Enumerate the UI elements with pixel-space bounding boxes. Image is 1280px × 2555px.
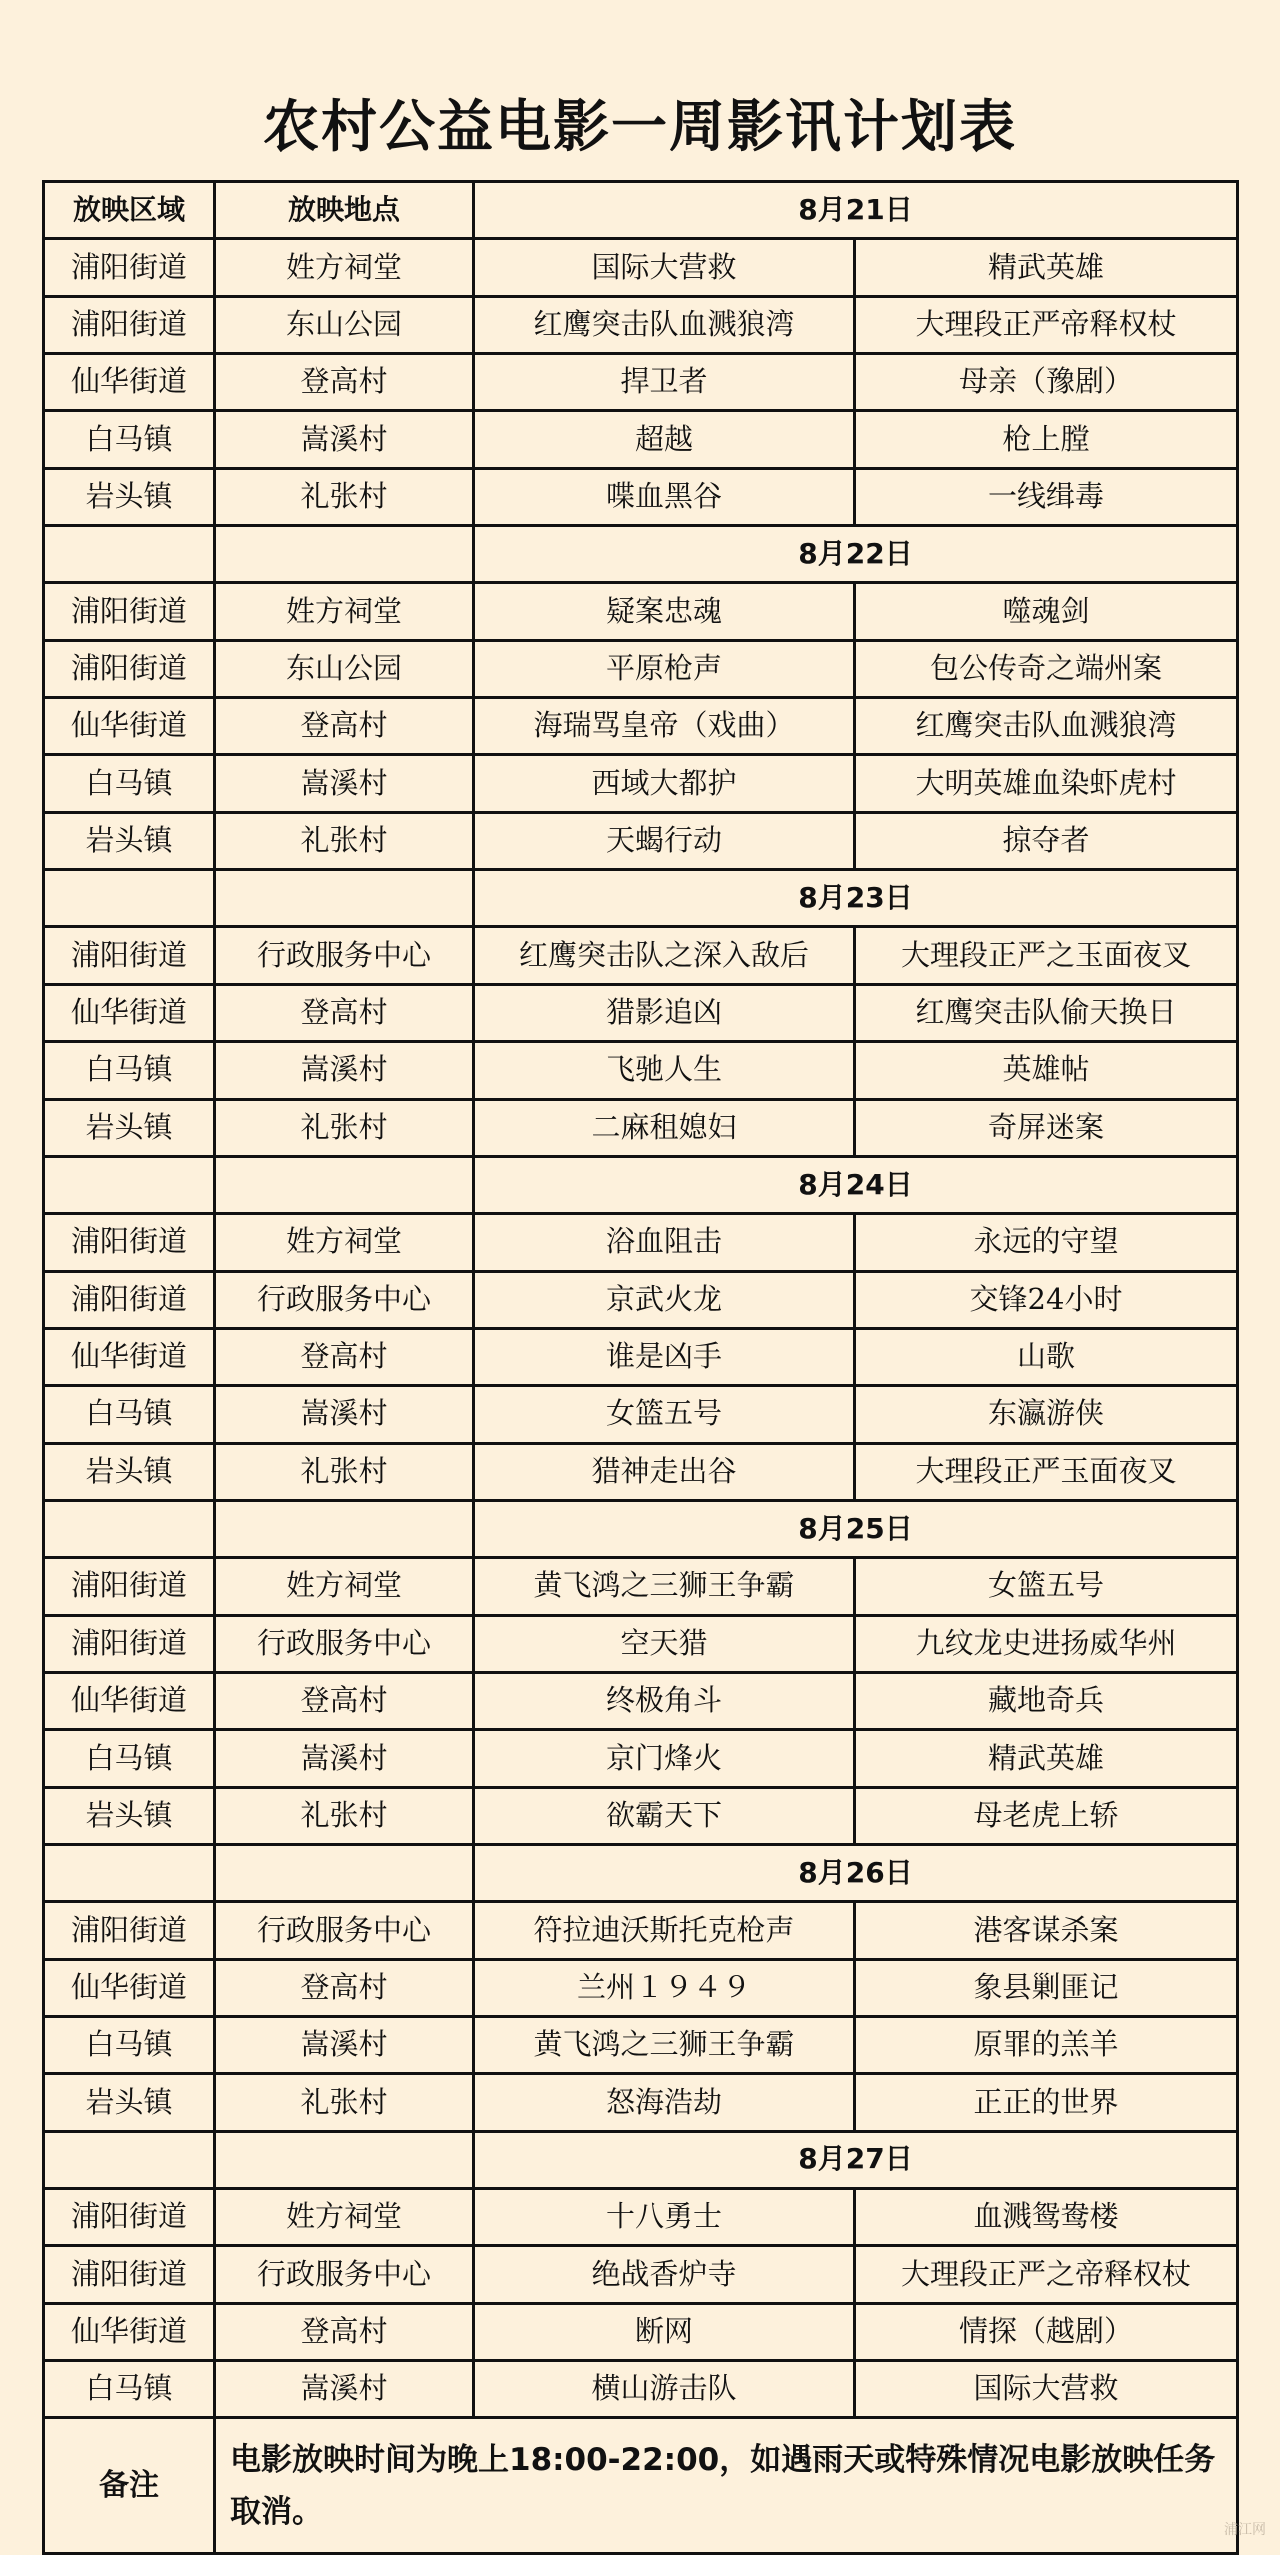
table-row [44,2189,1238,2246]
table-row [44,468,1238,525]
film-cell: 精武英雄 [855,1730,1238,1787]
region-cell: 白马镇 [44,1042,215,1099]
header-region-empty [44,2131,215,2188]
region-cell: 浦阳街道 [44,2246,215,2303]
film-cell: 永远的守望 [855,1214,1238,1271]
film-cell: 奇屏迷案 [855,1099,1238,1156]
table-row [44,239,1238,296]
film-cell: 掠夺者 [855,812,1238,869]
region-cell: 浦阳街道 [44,583,215,640]
table-row [44,1787,1238,1844]
region-cell: 浦阳街道 [44,640,215,697]
region-cell: 浦阳街道 [44,2189,215,2246]
header-venue-empty [215,2131,474,2188]
film-cell: 兰州１９４９ [474,1959,855,2016]
venue-cell: 登高村 [215,1328,474,1385]
region-cell: 仙华街道 [44,1328,215,1385]
venue-cell: 礼张村 [215,1787,474,1844]
note-text: 电影放映时间为晚上18:00-22:00，如遇雨天或特殊情况电影放映任务取消。 [215,2418,1238,2554]
table-row [44,1214,1238,1271]
date-header-row [44,1156,1238,1213]
region-cell: 白马镇 [44,2017,215,2074]
venue-cell: 嵩溪村 [215,2361,474,2418]
film-cell: 浴血阻击 [474,1214,855,1271]
film-cell: 母亲（豫剧） [855,354,1238,411]
region-cell: 岩头镇 [44,2074,215,2131]
venue-cell: 礼张村 [215,812,474,869]
film-cell: 红鹰突击队偷天换日 [855,984,1238,1041]
region-cell: 仙华街道 [44,1672,215,1729]
header-venue: 放映地点 [215,182,474,239]
date-header-row [44,526,1238,583]
region-cell: 浦阳街道 [44,1558,215,1615]
film-cell: 国际大营救 [474,239,855,296]
film-cell: 血溅鸳鸯楼 [855,2189,1238,2246]
region-cell: 白马镇 [44,1730,215,1787]
venue-cell: 登高村 [215,354,474,411]
table-row [44,640,1238,697]
table-row [44,354,1238,411]
header-region-empty [44,1844,215,1901]
region-cell: 浦阳街道 [44,1271,215,1328]
date-label: 8月22日 [474,526,1238,583]
film-cell: 飞驰人生 [474,1042,855,1099]
film-cell: 二麻租媳妇 [474,1099,855,1156]
venue-cell: 登高村 [215,1959,474,2016]
date-label: 8月27日 [474,2131,1238,2188]
venue-cell: 姓方祠堂 [215,2189,474,2246]
film-cell: 十八勇士 [474,2189,855,2246]
film-cell: 猎神走出谷 [474,1443,855,1500]
region-cell: 仙华街道 [44,698,215,755]
table-row [44,1099,1238,1156]
venue-cell: 嵩溪村 [215,755,474,812]
date-label: 8月24日 [474,1156,1238,1213]
venue-cell: 礼张村 [215,2074,474,2131]
film-cell: 黄飞鸿之三狮王争霸 [474,1558,855,1615]
region-cell: 白马镇 [44,2361,215,2418]
venue-cell: 登高村 [215,1672,474,1729]
date-header-row [44,1844,1238,1901]
date-label: 8月21日 [474,182,1238,239]
table-row [44,698,1238,755]
header-region-empty [44,870,215,927]
table-row [44,927,1238,984]
venue-cell: 登高村 [215,2303,474,2360]
film-cell: 喋血黑谷 [474,468,855,525]
region-cell: 浦阳街道 [44,296,215,353]
date-header-row [44,870,1238,927]
header-venue-empty [215,870,474,927]
region-cell: 浦阳街道 [44,1214,215,1271]
region-cell: 浦阳街道 [44,1615,215,1672]
venue-cell: 礼张村 [215,1443,474,1500]
venue-cell: 姓方祠堂 [215,1558,474,1615]
venue-cell: 东山公园 [215,296,474,353]
film-cell: 断网 [474,2303,855,2360]
schedule-table [42,180,1239,2555]
region-cell: 岩头镇 [44,1099,215,1156]
region-cell: 仙华街道 [44,1959,215,2016]
film-cell: 大理段正严帝释权杖 [855,296,1238,353]
table-row [44,1902,1238,1959]
region-cell: 仙华街道 [44,2303,215,2360]
table-row [44,1271,1238,1328]
table-row [44,2303,1238,2360]
film-cell: 大理段正严之玉面夜叉 [855,927,1238,984]
region-cell: 白马镇 [44,1386,215,1443]
film-cell: 大明英雄血染虾虎村 [855,755,1238,812]
table-row [44,296,1238,353]
film-cell: 九纹龙史进扬威华州 [855,1615,1238,1672]
region-cell: 岩头镇 [44,812,215,869]
venue-cell: 行政服务中心 [215,1902,474,1959]
table-row [44,1558,1238,1615]
header-venue-empty [215,1844,474,1901]
date-label: 8月26日 [474,1844,1238,1901]
film-cell: 京门烽火 [474,1730,855,1787]
header-region-empty [44,526,215,583]
film-cell: 大理段正严之帝释权杖 [855,2246,1238,2303]
header-region-empty [44,1500,215,1557]
table-row [44,1042,1238,1099]
film-cell: 包公传奇之端州案 [855,640,1238,697]
film-cell: 天蝎行动 [474,812,855,869]
film-cell: 东瀛游侠 [855,1386,1238,1443]
film-cell: 京武火龙 [474,1271,855,1328]
venue-cell: 行政服务中心 [215,2246,474,2303]
watermark: 浦江网 [1224,2522,1266,2538]
film-cell: 情探（越剧） [855,2303,1238,2360]
film-cell: 英雄帖 [855,1042,1238,1099]
film-cell: 正正的世界 [855,2074,1238,2131]
film-cell: 精武英雄 [855,239,1238,296]
table-row [44,2017,1238,2074]
table-row [44,1615,1238,1672]
film-cell: 交锋24小时 [855,1271,1238,1328]
region-cell: 岩头镇 [44,1787,215,1844]
film-cell: 原罪的羔羊 [855,2017,1238,2074]
note-row [44,2418,1238,2554]
film-cell: 女篮五号 [474,1386,855,1443]
venue-cell: 姓方祠堂 [215,583,474,640]
header-region-empty [44,1156,215,1213]
film-cell: 怒海浩劫 [474,2074,855,2131]
film-cell: 母老虎上轿 [855,1787,1238,1844]
venue-cell: 姓方祠堂 [215,239,474,296]
region-cell: 浦阳街道 [44,927,215,984]
film-cell: 红鹰突击队之深入敌后 [474,927,855,984]
film-cell: 终极角斗 [474,1672,855,1729]
film-cell: 符拉迪沃斯托克枪声 [474,1902,855,1959]
header-venue-empty [215,526,474,583]
table-row [44,2074,1238,2131]
schedule-body [44,182,1238,2554]
film-cell: 平原枪声 [474,640,855,697]
region-cell: 仙华街道 [44,984,215,1041]
region-cell: 白马镇 [44,411,215,468]
film-cell: 绝战香炉寺 [474,2246,855,2303]
region-cell: 白马镇 [44,755,215,812]
venue-cell: 嵩溪村 [215,1386,474,1443]
date-label: 8月25日 [474,1500,1238,1557]
region-cell: 岩头镇 [44,468,215,525]
header-region: 放映区域 [44,182,215,239]
film-cell: 港客谋杀案 [855,1902,1238,1959]
film-cell: 黄飞鸿之三狮王争霸 [474,2017,855,2074]
film-cell: 疑案忠魂 [474,583,855,640]
film-cell: 红鹰突击队血溅狼湾 [474,296,855,353]
table-row [44,1672,1238,1729]
film-cell: 捍卫者 [474,354,855,411]
region-cell: 仙华街道 [44,354,215,411]
venue-cell: 行政服务中心 [215,927,474,984]
film-cell: 红鹰突击队血溅狼湾 [855,698,1238,755]
venue-cell: 登高村 [215,698,474,755]
film-cell: 藏地奇兵 [855,1672,1238,1729]
page-title: 农村公益电影一周影讯计划表 [263,95,1017,160]
table-row [44,1386,1238,1443]
date-label: 8月23日 [474,870,1238,927]
table-row [44,1730,1238,1787]
venue-cell: 嵩溪村 [215,411,474,468]
table-row [44,1443,1238,1500]
film-cell: 一线缉毒 [855,468,1238,525]
table-row [44,1328,1238,1385]
film-cell: 象县剿匪记 [855,1959,1238,2016]
table-row [44,2246,1238,2303]
film-cell: 海瑞骂皇帝（戏曲） [474,698,855,755]
region-cell: 浦阳街道 [44,1902,215,1959]
venue-cell: 嵩溪村 [215,2017,474,2074]
date-header-row [44,2131,1238,2188]
header-venue-empty [215,1156,474,1213]
film-cell: 欲霸天下 [474,1787,855,1844]
venue-cell: 嵩溪村 [215,1730,474,1787]
table-row [44,583,1238,640]
table-row [44,2361,1238,2418]
film-cell: 猎影追凶 [474,984,855,1041]
table-row [44,1959,1238,2016]
film-cell: 空天猎 [474,1615,855,1672]
table-row [44,411,1238,468]
film-cell: 横山游击队 [474,2361,855,2418]
venue-cell: 嵩溪村 [215,1042,474,1099]
film-cell: 国际大营救 [855,2361,1238,2418]
venue-cell: 姓方祠堂 [215,1214,474,1271]
region-cell: 岩头镇 [44,1443,215,1500]
region-cell: 浦阳街道 [44,239,215,296]
venue-cell: 登高村 [215,984,474,1041]
film-cell: 噬魂剑 [855,583,1238,640]
header-venue-empty [215,1500,474,1557]
film-cell: 女篮五号 [855,1558,1238,1615]
table-row [44,755,1238,812]
date-header-row [44,182,1238,239]
venue-cell: 礼张村 [215,468,474,525]
venue-cell: 东山公园 [215,640,474,697]
film-cell: 枪上膛 [855,411,1238,468]
date-header-row [44,1500,1238,1557]
table-row [44,984,1238,1041]
film-cell: 西域大都护 [474,755,855,812]
film-cell: 谁是凶手 [474,1328,855,1385]
table-row [44,812,1238,869]
venue-cell: 行政服务中心 [215,1615,474,1672]
note-label: 备注 [44,2418,215,2554]
venue-cell: 行政服务中心 [215,1271,474,1328]
film-cell: 超越 [474,411,855,468]
film-cell: 山歌 [855,1328,1238,1385]
venue-cell: 礼张村 [215,1099,474,1156]
film-cell: 大理段正严玉面夜叉 [855,1443,1238,1500]
